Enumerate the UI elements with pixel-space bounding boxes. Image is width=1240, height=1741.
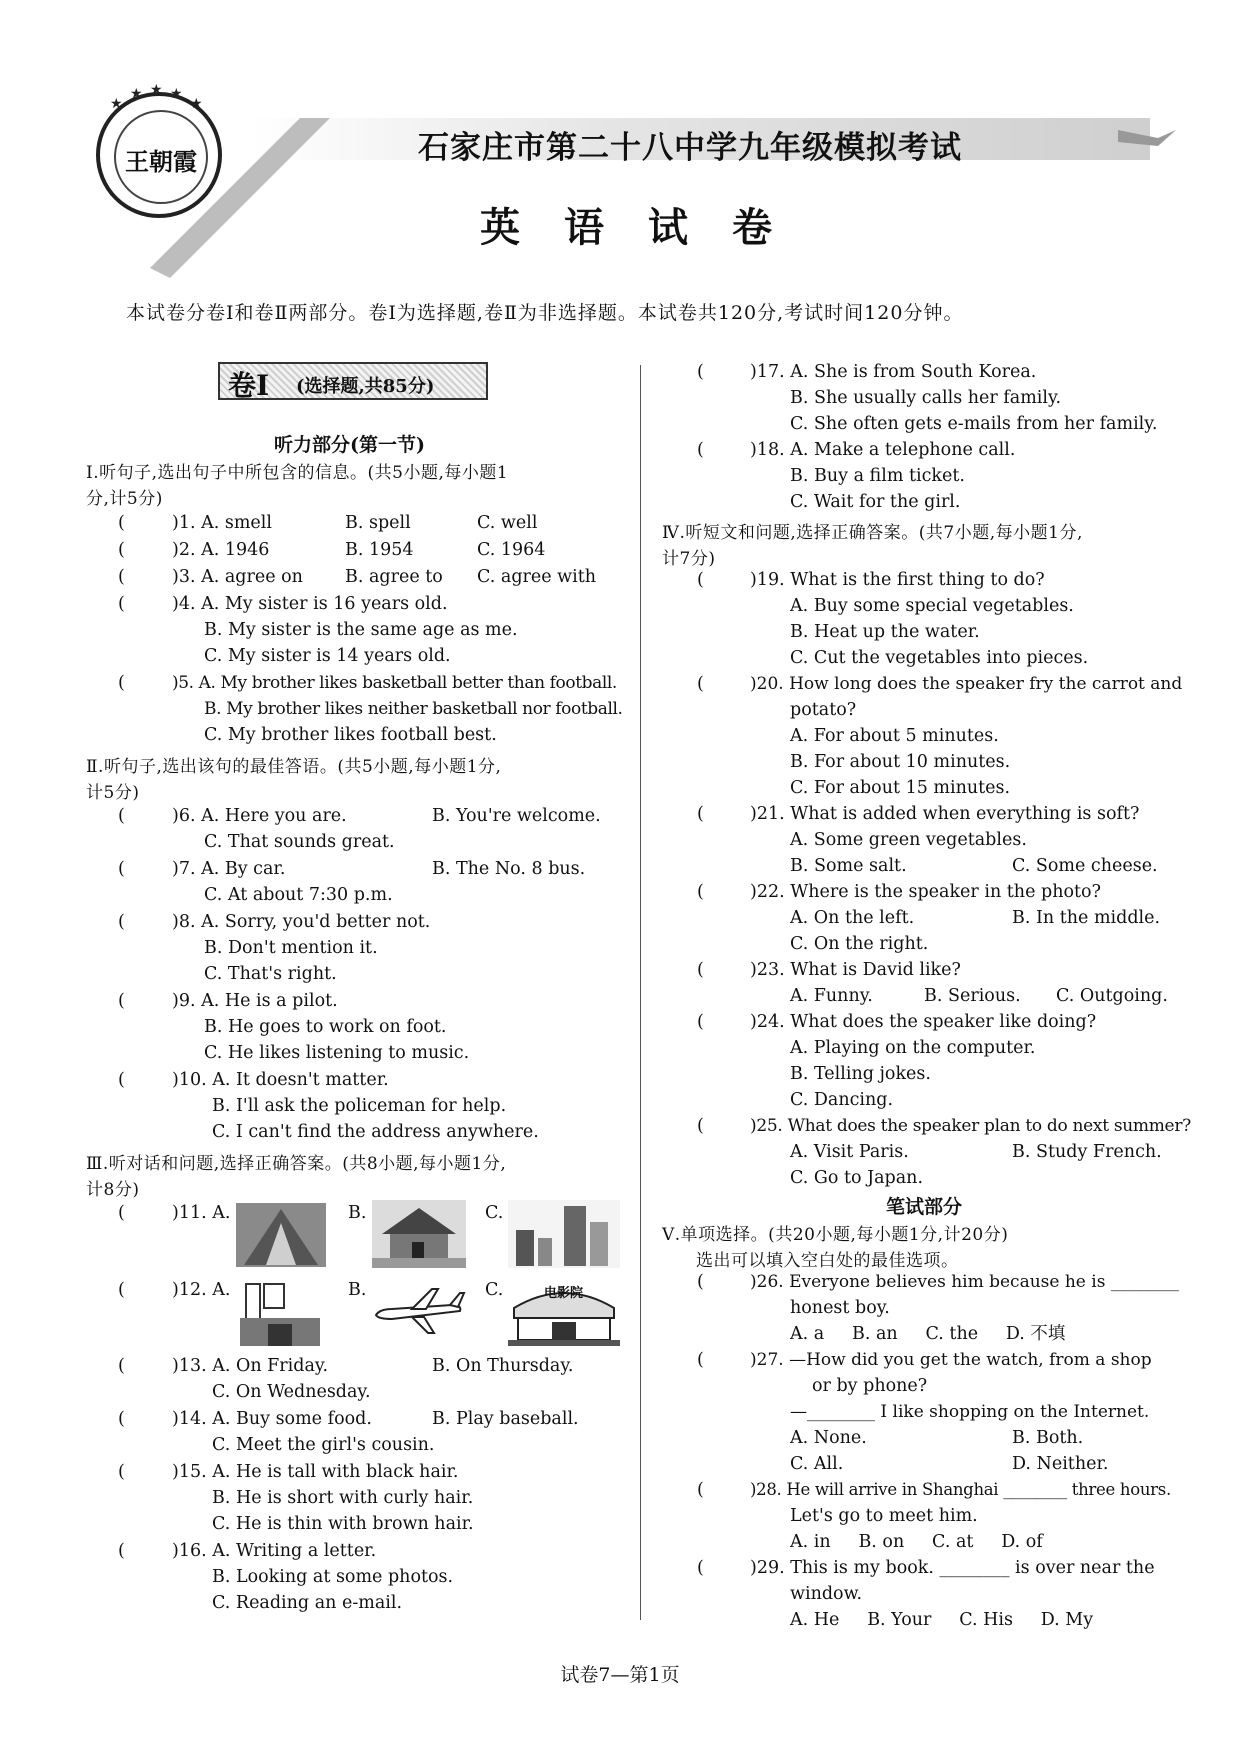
question-28: )28. He will arrive in Shanghai ________ three hours. (750, 1480, 1171, 1499)
option-c: C. He is thin with brown hair. (212, 1514, 474, 1534)
option-b: B. Don't mention it. (204, 938, 378, 958)
option-c: C. Cut the vegetables into pieces. (790, 648, 1089, 668)
answer-blank[interactable]: ( (118, 1462, 125, 1482)
answer-blank[interactable]: ( (118, 1409, 125, 1429)
option-a: A. For about 5 minutes. (790, 726, 999, 746)
part2-heading-cont: 计5分) (86, 783, 140, 803)
option-c: C. Some cheese. (1012, 856, 1158, 876)
section-label-big: 卷Ⅰ (228, 369, 270, 402)
question-28-cont: Let's go to meet him. (790, 1506, 978, 1526)
option-b: B. spell (345, 513, 411, 533)
star-icon: ★ (170, 86, 183, 102)
answer-blank[interactable]: ( (697, 440, 704, 460)
question-25: )25. What does the speaker plan to do next summer? (750, 1116, 1191, 1136)
option-a: A. Playing on the computer. (790, 1038, 1036, 1058)
answer-blank[interactable]: ( (697, 570, 704, 590)
option-c: C. For about 15 minutes. (790, 778, 1011, 798)
answer-blank[interactable]: ( (118, 1203, 125, 1223)
answer-blank[interactable]: ( (118, 912, 125, 932)
question-16: )16. A. Writing a letter. (172, 1541, 377, 1561)
answer-blank[interactable]: ( (697, 1012, 704, 1032)
option-b: B. He is short with curly hair. (212, 1488, 474, 1508)
answer-blank[interactable]: ( (118, 594, 125, 614)
answer-blank[interactable]: ( (118, 540, 125, 560)
header-arrow (1118, 128, 1178, 152)
question-3: )3. A. agree on (172, 567, 303, 587)
option-c: C. Dancing. (790, 1090, 894, 1110)
question-29-cont: window. (790, 1584, 863, 1604)
option-c: C. Reading an e-mail. (212, 1593, 403, 1613)
answer-blank[interactable]: ( (118, 1280, 125, 1300)
option-b: B. Buy a film ticket. (790, 466, 965, 486)
option-b: B. For about 10 minutes. (790, 752, 1011, 772)
option-b: B. Both. (1012, 1428, 1084, 1448)
part1-heading-cont: 分,计5分) (86, 489, 163, 509)
options: A. He B. Your C. His D. My (790, 1610, 1094, 1630)
option-b: B. He goes to work on foot. (204, 1017, 447, 1037)
answer-blank[interactable]: ( (118, 806, 125, 826)
option-c: C. Go to Japan. (790, 1168, 924, 1188)
hospital-building-image (238, 1278, 324, 1348)
question-14: )14. A. Buy some food. (172, 1409, 372, 1429)
option-a: A. On the left. (790, 908, 915, 928)
question-2: )2. A. 1946 (172, 540, 270, 560)
option-b: B. (348, 1280, 367, 1300)
answer-blank[interactable]: ( (697, 1558, 704, 1578)
option-c: C. (485, 1280, 504, 1300)
option-c: C. My sister is 14 years old. (204, 646, 451, 666)
option-b: B. The No. 8 bus. (432, 859, 586, 879)
answer-blank[interactable]: ( (697, 1116, 704, 1136)
question-27-reply: —________ I like shopping on the Internet. (790, 1402, 1150, 1422)
option-c: C. 1964 (477, 540, 546, 560)
option-b: B. Telling jokes. (790, 1064, 931, 1084)
answer-blank[interactable]: ( (118, 1356, 125, 1376)
part2-heading: Ⅱ.听句子,选出该句的最佳答语。(共5小题,每小题1分, (86, 757, 502, 777)
question-24: )24. What does the speaker like doing? (750, 1012, 1097, 1032)
cinema-sign: 电影院 (544, 1286, 584, 1301)
question-26-cont: honest boy. (790, 1298, 890, 1318)
part4-heading: Ⅳ.听短文和问题,选择正确答案。(共7小题,每小题1分, (662, 523, 1083, 543)
answer-blank[interactable]: ( (118, 859, 125, 879)
option-b: B. Looking at some photos. (212, 1567, 454, 1587)
star-icon: ★ (130, 86, 143, 102)
answer-blank[interactable]: ( (118, 1070, 125, 1090)
part3-heading: Ⅲ.听对话和问题,选择正确答案。(共8小题,每小题1分, (86, 1154, 507, 1174)
option-b: B. Serious. (924, 986, 1021, 1006)
star-icon: ★ (110, 96, 123, 112)
option-b: B. agree to (345, 567, 443, 587)
question-20: )20. How long does the speaker fry the carrot and (750, 674, 1183, 694)
answer-blank[interactable]: ( (697, 1480, 704, 1500)
option-a: A. Some green vegetables. (790, 830, 1027, 850)
city-buildings-image (508, 1200, 620, 1268)
option-a: A. Funny. (790, 986, 873, 1006)
question-23: )23. What is David like? (750, 960, 961, 980)
option-c: C. agree with (477, 567, 597, 587)
option-a: A. None. (790, 1428, 867, 1448)
option-c: C. Meet the girl's cousin. (212, 1435, 435, 1455)
answer-blank[interactable]: ( (697, 362, 704, 382)
option-a: A. Visit Paris. (790, 1142, 909, 1162)
answer-blank[interactable]: ( (697, 960, 704, 980)
question-21: )21. What is added when everything is soft? (750, 804, 1140, 824)
question-4: )4. A. My sister is 16 years old. (172, 594, 448, 614)
part3-heading-cont: 计8分) (86, 1180, 140, 1200)
option-c: C. She often gets e-mails from her family. (790, 414, 1158, 434)
option-b: B. 1954 (345, 540, 414, 560)
answer-blank[interactable]: ( (118, 1541, 125, 1561)
question-13: )13. A. On Friday. (172, 1356, 329, 1376)
option-a: A. Buy some special vegetables. (790, 596, 1074, 616)
option-c: C. My brother likes football best. (204, 725, 497, 745)
section-label (218, 362, 488, 400)
options: A. a B. an C. the D. 不填 (790, 1324, 1066, 1344)
question-10: )10. A. It doesn't matter. (172, 1070, 389, 1090)
answer-blank[interactable]: ( (118, 513, 125, 533)
option-c: C. All. (790, 1454, 844, 1474)
question-20-cont: potato? (790, 700, 857, 720)
question-19: )19. What is the first thing to do? (750, 570, 1045, 590)
answer-blank[interactable]: ( (118, 991, 125, 1011)
option-b: B. You're welcome. (432, 806, 601, 826)
tent-image (236, 1203, 326, 1267)
question-15: )15. A. He is tall with black hair. (172, 1462, 459, 1482)
option-b: B. Study French. (1012, 1142, 1162, 1162)
option-b: B. My sister is the same age as me. (204, 620, 518, 640)
airplane-image (372, 1285, 466, 1337)
part5-heading: Ⅴ.单项选择。(共20小题,每小题1分,计20分) (662, 1225, 1009, 1245)
part1-heading: Ⅰ.听句子,选出句子中所包含的信息。(共5小题,每小题1 (86, 463, 509, 483)
answer-blank[interactable]: ( (118, 673, 125, 693)
option-b: B. I'll ask the policeman for help. (212, 1096, 507, 1116)
house-image (372, 1200, 466, 1268)
question-18: )18. A. Make a telephone call. (750, 440, 1016, 460)
question-5: )5. A. My brother likes basketball better than football. (172, 673, 617, 693)
question-29: )29. This is my book. ________ is over near the (750, 1558, 1155, 1578)
option-b: B. On Thursday. (432, 1356, 574, 1376)
question-26: )26. Everyone believes him because he is ________ (750, 1272, 1179, 1292)
answer-blank[interactable]: ( (697, 1272, 704, 1292)
option-c: C. (485, 1203, 504, 1223)
question-27: )27. —How did you get the watch, from a shop (750, 1350, 1152, 1370)
exam-intro: 本试卷分卷Ⅰ和卷Ⅱ两部分。卷Ⅰ为选择题,卷Ⅱ为非选择题。本试卷共120分,考试时间120分钟。 (126, 302, 964, 324)
page-footer: 试卷7—第1页 (560, 1664, 680, 1686)
option-c: C. I can't find the address anywhere. (212, 1122, 539, 1142)
question-11: )11. A. (172, 1203, 231, 1223)
question-9: )9. A. He is a pilot. (172, 991, 338, 1011)
paper-title: 英语试卷 (480, 204, 816, 251)
star-icon: ★ (150, 82, 163, 98)
section-label-small: (选择题,共85分) (296, 376, 435, 397)
option-c: C. He likes listening to music. (204, 1043, 470, 1063)
written-title: 笔试部分 (886, 1196, 963, 1218)
logo-name: 王朝霞 (125, 147, 197, 176)
question-12: )12. A. (172, 1280, 231, 1300)
column-divider (640, 365, 641, 1620)
question-1: )1. A. smell (172, 513, 272, 533)
option-c: C. On Wednesday. (212, 1382, 371, 1402)
option-c: C. well (477, 513, 538, 533)
question-27-cont: or by phone? (812, 1376, 928, 1396)
option-c: C. Wait for the girl. (790, 492, 961, 512)
option-c: C. That's right. (204, 964, 337, 984)
exam-title: 石家庄市第二十八中学九年级模拟考试 (418, 130, 962, 166)
star-icon: ★ (190, 96, 203, 112)
option-d: D. Neither. (1012, 1454, 1109, 1474)
question-22: )22. Where is the speaker in the photo? (750, 882, 1101, 902)
question-6: )6. A. Here you are. (172, 806, 347, 826)
option-c: C. At about 7:30 p.m. (204, 885, 393, 905)
options: A. in B. on C. at D. of (790, 1532, 1043, 1552)
answer-blank[interactable]: ( (697, 1350, 704, 1370)
question-8: )8. A. Sorry, you'd better not. (172, 912, 431, 932)
option-b: B. Heat up the water. (790, 622, 980, 642)
option-c: C. That sounds great. (204, 832, 395, 852)
answer-blank[interactable]: ( (697, 804, 704, 824)
answer-blank[interactable]: ( (118, 567, 125, 587)
listening-title: 听力部分(第一节) (274, 434, 425, 456)
option-b: B. In the middle. (1012, 908, 1161, 928)
answer-blank[interactable]: ( (697, 674, 704, 694)
answer-blank[interactable]: ( (697, 882, 704, 902)
part4-heading-cont: 计7分) (662, 549, 716, 569)
question-7: )7. A. By car. (172, 859, 286, 879)
option-b: B. Play baseball. (432, 1409, 579, 1429)
option-c: C. On the right. (790, 934, 929, 954)
question-17: )17. A. She is from South Korea. (750, 362, 1037, 382)
option-b: B. She usually calls her family. (790, 388, 1062, 408)
part5-instruction: 选出可以填入空白处的最佳选项。 (696, 1251, 959, 1271)
option-b: B. My brother likes neither basketball nor football. (204, 699, 623, 719)
option-b: B. Some salt. (790, 856, 907, 876)
option-c: C. Outgoing. (1056, 986, 1168, 1006)
option-b: B. (348, 1203, 367, 1223)
